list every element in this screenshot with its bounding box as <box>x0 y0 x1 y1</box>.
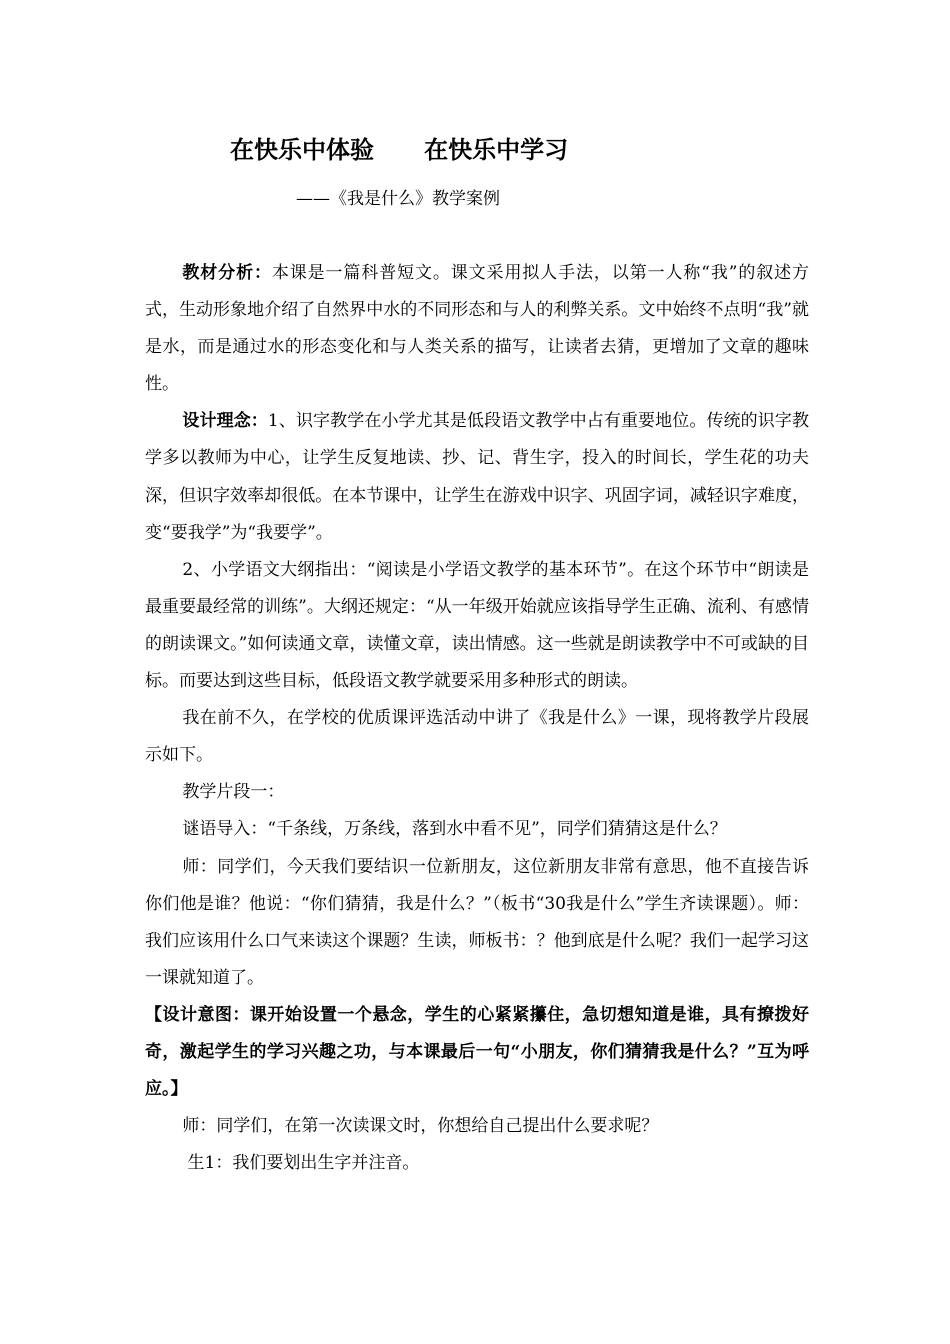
paragraph-lead: 设计理念： <box>182 411 268 432</box>
paragraph-design-concept <box>145 403 809 551</box>
paragraph-lesson-intro <box>145 700 809 774</box>
paragraph-text: 谜语导入：“千条线，万条线，落到水中看不见”，同学们猜猜这是什么？ <box>182 819 727 840</box>
paragraph-material-analysis <box>145 255 809 403</box>
paragraph-text: 【设计意图：课开始设置一个悬念，学生的心紧紧攥住，急切想知道是谁，具有撩拨好奇，激起学生的学习兴趣之功，与本课最后一句“小朋友，你们猜猜我是什么？”互为呼应。】 <box>145 1004 809 1100</box>
paragraph-text: 师：同学们，今天我们要结识一位新朋友，这位新朋友非常有意思，他不直接告诉你们他是谁？他说：“你们猜猜，我是什么？”（板书“30我是什么”学生齐读课题）。师：我们应该用什么口气来读这个课题？生读，师板书：？他到底是什么呢？我们一起学习这一课就知道了。 <box>145 856 809 988</box>
paragraph-teacher-question <box>145 1108 809 1145</box>
page-subtitle: ——《我是什么》教学案例 <box>296 189 500 209</box>
page-title: 在快乐中体验 在快乐中学习 <box>230 135 569 164</box>
paragraph-segment-heading <box>145 774 809 811</box>
paragraph-text: 1、识字教学在小学尤其是低段语文教学中占有重要地位。传统的识字教学多以教师为中心，让学生反复地读、抄、记、背生字，投入的时间长，学生花的功夫深，但识字效率却很低。在本节课中，让学生在游戏中识字、巩固字词，减轻识字难度，变“要我学”为“我要学”。 <box>145 411 809 543</box>
paragraph-text: 本课是一篇科普短文。课文采用拟人手法，以第一人称“我”的叙述方式，生动形象地介绍了自然界中水的不同形态和与人的利弊关系。文中始终不点明“我”就是水，而是通过水的形态变化和与人类关系的描写，让读者去猜，更增加了文章的趣味性。 <box>145 263 809 395</box>
paragraph-text: 我在前不久，在学校的优质课评选活动中讲了《我是什么》一课，现将教学片段展示如下。 <box>145 708 809 766</box>
paragraph-text: 教学片段一： <box>182 782 285 803</box>
paragraph-text: 2、小学语文大纲指出：“阅读是小学语文教学的基本环节”。在这个环节中“朗读是最重要最经常的训练”。大纲还规定：“从一年级开始就应该指导学生正确、流利、有感情的朗读课文。”如何读通文章，读懂文章，读出情感。这一些就是朗读教学中不可或缺的目标。而要达到这些目标，低段语文教学就要采用多种形式的朗读。 <box>145 559 809 692</box>
paragraph-design-intent <box>145 997 809 1108</box>
paragraph-lead: 教材分析： <box>182 263 272 283</box>
paragraph-text: 生1：我们要划出生字并注音。 <box>187 1153 420 1174</box>
paragraph-text: 师：同学们，在第一次读课文时，你想给自己提出什么要求呢？ <box>182 1116 659 1137</box>
paragraph-student-answer <box>145 1145 809 1182</box>
paragraph-teacher-intro <box>145 849 809 997</box>
document-body <box>145 255 809 1182</box>
paragraph-reading-outline <box>145 552 809 700</box>
paragraph-riddle <box>145 811 809 848</box>
